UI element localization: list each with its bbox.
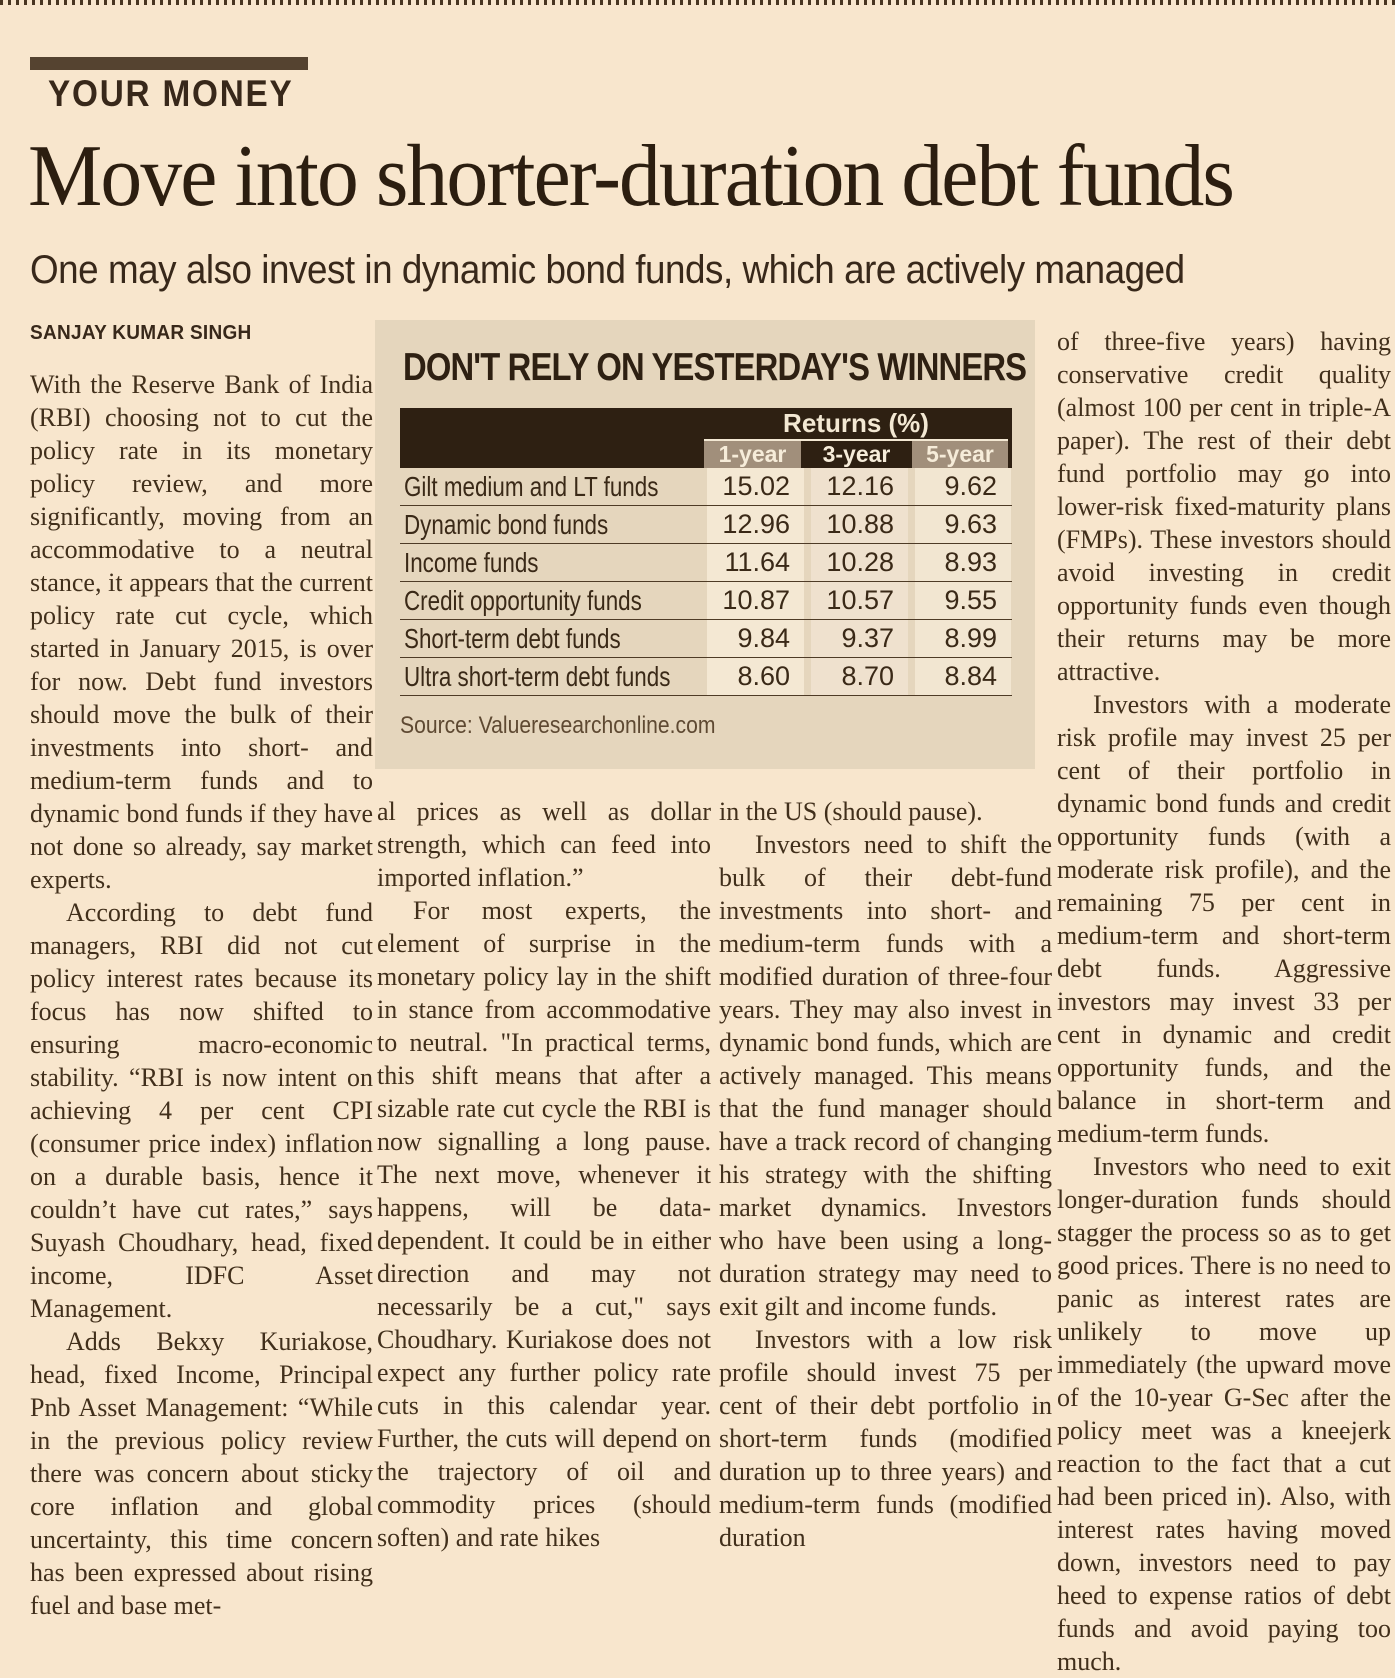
- returns-infographic: [375, 320, 1035, 769]
- paragraph: al prices as well as dollar strength, which can feed into imported inflation.”: [377, 797, 711, 892]
- value-5-year: 9.55: [915, 582, 1011, 619]
- value-1-year: 12.96: [707, 506, 804, 543]
- value-1-year: 9.84: [707, 620, 804, 657]
- column-header-1-year: 1-year: [704, 441, 801, 468]
- value-1-year: 10.87: [707, 582, 804, 619]
- fund-name: Credit opportunity funds: [404, 584, 642, 616]
- value-5-year: 9.62: [915, 468, 1011, 505]
- column-header-3-year: 3-year: [808, 441, 905, 468]
- table-row: [400, 582, 1012, 620]
- paragraph: of three-five years) having conservative credit quality (almost 100 per cent in triple-A paper). The rest of their debt fund portfolio may go into lower-risk fixed-maturity plans (FMPs). These investors should avoid investing in credit opportunity funds even though their returns may be more attractive.: [1057, 327, 1391, 686]
- table-row: [400, 544, 1012, 582]
- table-row: [400, 506, 1012, 544]
- article-column-2: [377, 795, 711, 1554]
- paragraph: According to debt fund managers, RBI did not cut policy interest rates because its focus has now shifted to ensuring macro-economic stability. “RBI is now intent on achieving 4 per cent CPI (consumer price index) inflation on a durable basis, hence it couldn’t have cut rates,” says Suyash Choudhary, head, fixed income, IDFC Asset Management.: [30, 898, 373, 1323]
- value-3-year: 10.28: [811, 544, 908, 581]
- column-header-5-year: 5-year: [912, 441, 1008, 468]
- article-column-1: [30, 368, 373, 1622]
- value-5-year: 8.84: [915, 658, 1011, 695]
- fund-name: Dynamic bond funds: [404, 508, 609, 540]
- paragraph: Investors with a moderate risk profile may invest 25 per cent of their portfolio in dynamic bond funds and credit opportunity funds (with a moderate risk profile), and the remaining 75 per cent in medium-term and short-term debt funds. Aggressive investors may invest 33 per cent in dynamic and credit opportunity funds, and the balance in short-term and medium-term funds.: [1057, 690, 1391, 1148]
- kicker-bar: [30, 57, 308, 70]
- byline: SANJAY KUMAR SINGH: [30, 322, 252, 344]
- fund-name: Ultra short-term debt funds: [404, 660, 671, 692]
- returns-label: Returns (%): [704, 408, 1008, 441]
- value-3-year: 8.70: [811, 658, 908, 695]
- value-5-year: 8.93: [915, 544, 1011, 581]
- paragraph: With the Reserve Bank of India (RBI) choosing not to cut the policy rate in its monetary policy review, and more significantly, moving from an accommodative to a neutral stance, it appears that the current policy rate cut cycle, which started in January 2015, is over for now. Debt fund investors should move the bulk of their investments into short- and medium-term funds and to dynamic bond funds if they have not done so already, say market experts.: [30, 370, 373, 894]
- paragraph: Investors with a low risk profile should invest 75 per cent of their debt portfolio in short-term funds (modified duration up to three years) and medium-term funds (modified duration: [719, 1325, 1052, 1552]
- paragraph: Investors who need to exit longer-duration funds should stagger the process so as to get good prices. There is no need to panic as interest rates are unlikely to move up immediately (the upward move of the 10-year G-Sec after the policy meet was a kneejerk reaction to the fact that a cut had been priced in). Also, with interest rates having moved down, investors need to pay heed to expense ratios of debt funds and avoid paying too much.: [1057, 1152, 1391, 1676]
- table-header: [400, 408, 1012, 468]
- value-5-year: 8.99: [915, 620, 1011, 657]
- value-3-year: 10.57: [811, 582, 908, 619]
- table-row: [400, 620, 1012, 658]
- infographic-title: DON'T RELY ON YESTERDAY'S WINNERS: [403, 346, 1027, 389]
- headline: Move into shorter-duration debt funds: [28, 128, 1234, 225]
- value-1-year: 11.64: [707, 544, 804, 581]
- returns-table: [400, 408, 1012, 696]
- value-3-year: 10.88: [811, 506, 908, 543]
- paragraph: For most experts, the element of surprise in the monetary policy lay in the shift in stance from accommodative to neutral. "In practical terms, this shift means that after a sizable rate cut cycle the RBI is now signalling a long pause. The next move, whenever it happens, will be data-dependent. It could be in either direction and may not necessarily be a cut," says Choudhary. Kuriakose does not expect any further policy rate cuts in this calendar year. Further, the cuts will depend on the trajectory of oil and commodity prices (should soften) and rate hikes: [377, 896, 711, 1552]
- subtitle: One may also invest in dynamic bond funds, which are actively managed: [30, 248, 1185, 292]
- paragraph: in the US (should pause).: [719, 797, 983, 826]
- table-row: [400, 658, 1012, 696]
- section-kicker: YOUR MONEY: [48, 73, 294, 114]
- article-column-4: [1057, 325, 1391, 1678]
- source-credit: Source: Valueresearchonline.com: [400, 712, 716, 739]
- fund-name: Short-term debt funds: [404, 622, 621, 654]
- value-1-year: 15.02: [707, 468, 804, 505]
- returns-header-group: [704, 408, 1008, 468]
- fund-name: Gilt medium and LT funds: [404, 470, 659, 502]
- article-column-3: [719, 795, 1052, 1554]
- value-5-year: 9.63: [915, 506, 1011, 543]
- value-3-year: 12.16: [811, 468, 908, 505]
- table-row: [400, 468, 1012, 506]
- period-header-row: [704, 441, 1008, 468]
- fund-name: Income funds: [404, 546, 539, 578]
- top-perforation-rule: [0, 0, 1395, 5]
- value-1-year: 8.60: [707, 658, 804, 695]
- paragraph: Adds Bekxy Kuriakose, head, fixed Income, Principal Pnb Asset Management: “While in the previous policy review there was concern about sticky core inflation and global uncertainty, this time concern has been expressed about rising fuel and base met-: [30, 1327, 373, 1620]
- paragraph: Investors need to shift the bulk of their debt-fund investments into short- and medium-term funds with a modified duration of three-four years. They may also invest in dynamic bond funds, which are actively managed. This means that the fund manager should have a track record of changing his strategy with the shifting market dynamics. Investors who have been using a long-duration strategy may need to exit gilt and income funds.: [719, 830, 1052, 1321]
- value-3-year: 9.37: [811, 620, 908, 657]
